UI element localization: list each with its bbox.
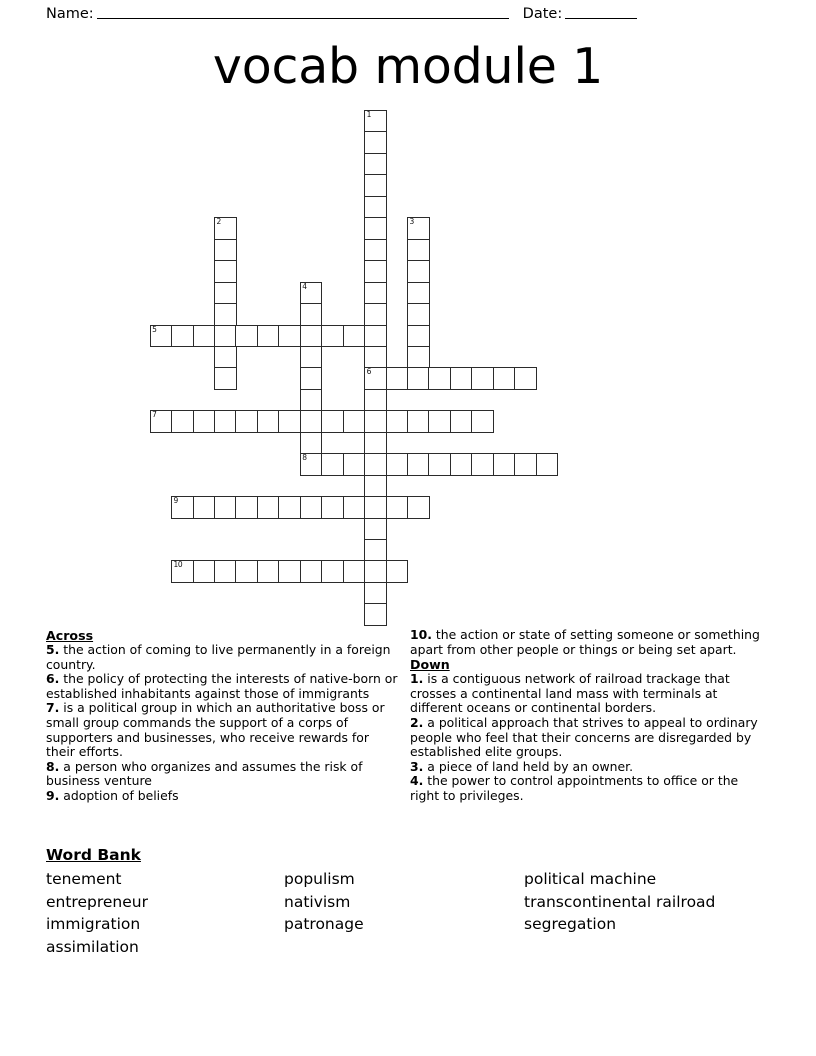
crossword-cell[interactable] [278, 496, 301, 519]
word-bank-word: segregation [524, 915, 617, 933]
crossword-cell[interactable] [171, 325, 194, 348]
clue-text: a piece of land held by an owner. [423, 758, 634, 774]
across-heading: Across [46, 628, 94, 643]
crossword-cell[interactable] [257, 325, 280, 348]
crossword-cell[interactable] [364, 174, 387, 197]
crossword-cell[interactable] [278, 560, 301, 583]
crossword-cell[interactable] [300, 367, 323, 390]
crossword-cell[interactable] [343, 560, 366, 583]
crossword-cell-number: 2 [216, 217, 221, 227]
crossword-cell[interactable] [386, 367, 409, 390]
crossword-cell[interactable] [407, 303, 430, 326]
crossword-cell[interactable] [300, 282, 323, 305]
crossword-cell[interactable] [193, 325, 216, 348]
clue-number: 5. [46, 642, 60, 657]
name-label: Name: [46, 6, 94, 22]
clue-number: 8. [46, 758, 60, 774]
crossword-cell[interactable] [257, 410, 280, 433]
crossword-cell[interactable] [450, 367, 473, 390]
crossword-cell-number: 8 [302, 453, 307, 463]
word-bank-word: patronage [284, 915, 364, 933]
crossword-cell-number: 6 [366, 367, 371, 377]
clue-text: is a contiguous network of railroad trackage that crosses a continental land mass with terminals at different oceans or continental borders. [410, 671, 730, 716]
crossword-cell-number: 7 [152, 410, 157, 420]
crossword-cell[interactable] [343, 453, 366, 476]
crossword-cell[interactable] [364, 539, 387, 562]
crossword-cell[interactable] [364, 325, 387, 348]
clue-text: the power to control appointments to office or the right to privileges. [410, 773, 739, 803]
clue-across-5 [46, 643, 398, 672]
date-label: Date: [522, 6, 563, 22]
crossword-cell[interactable] [214, 325, 237, 348]
crossword-cell[interactable] [150, 410, 173, 433]
page-title: vocab module 1 [212, 38, 604, 95]
crossword-cell[interactable] [407, 282, 430, 305]
crossword-cell[interactable] [471, 410, 494, 433]
crossword-cell[interactable] [471, 367, 494, 390]
word-bank-word: political machine [524, 870, 657, 888]
crossword-cell[interactable] [536, 453, 559, 476]
crossword-cell[interactable] [364, 453, 387, 476]
crossword-cell[interactable] [407, 325, 430, 348]
clue-text: adoption of beliefs [59, 787, 179, 803]
crossword-cell[interactable] [514, 367, 537, 390]
clue-number: 3. [410, 758, 424, 774]
crossword-cell[interactable] [214, 260, 237, 283]
crossword-cell[interactable] [364, 282, 387, 305]
crossword-cell[interactable] [407, 367, 430, 390]
crossword-cell[interactable] [300, 410, 323, 433]
clue-text: the action or state of setting someone or something apart from other people or things or being set apart. [410, 627, 760, 657]
crossword-cell[interactable] [450, 453, 473, 476]
crossword-cell[interactable] [364, 303, 387, 326]
word-bank-word: nativism [284, 892, 351, 911]
crossword-cell[interactable] [214, 303, 237, 326]
crossword-cell-number: 1 [366, 110, 371, 119]
crossword-cell[interactable] [214, 410, 237, 433]
crossword-cell[interactable] [235, 496, 258, 519]
crossword-cell[interactable] [150, 325, 173, 348]
crossword-cell[interactable] [214, 496, 237, 519]
crossword-cell[interactable] [514, 453, 537, 476]
crossword-cell[interactable] [257, 496, 280, 519]
clue-text: is a political group in which an authoritative boss or small group commands the support of a corps of supporters and businesses, who receive rewards for their efforts. [46, 700, 385, 760]
crossword-cell[interactable] [364, 260, 387, 283]
clue-down-3 [410, 760, 762, 775]
crossword-cell[interactable] [321, 560, 344, 583]
crossword-cell[interactable] [471, 453, 494, 476]
crossword-cell[interactable] [428, 453, 451, 476]
clue-across-10 [410, 628, 762, 657]
crossword-cell[interactable] [364, 582, 387, 605]
clues-column-left [46, 628, 398, 804]
clue-number: 10. [410, 627, 432, 642]
crossword-cell[interactable] [364, 603, 387, 626]
word-bank-word: tenement [46, 870, 122, 888]
crossword-cell[interactable] [300, 346, 323, 369]
crossword-cell[interactable] [386, 496, 409, 519]
crossword-cell[interactable] [171, 410, 194, 433]
crossword-cell[interactable] [364, 475, 387, 498]
crossword-cell[interactable] [364, 560, 387, 583]
crossword-cell[interactable] [364, 367, 387, 390]
crossword-cell[interactable] [171, 496, 194, 519]
clue-number: 7. [46, 700, 60, 716]
crossword-cell[interactable] [364, 389, 387, 412]
crossword-cell[interactable] [214, 367, 237, 390]
clue-down-4 [410, 774, 762, 803]
crossword-cell[interactable] [364, 239, 387, 262]
clue-number: 9. [46, 787, 60, 803]
crossword-cell[interactable] [364, 518, 387, 541]
crossword-cell[interactable] [214, 346, 237, 369]
crossword-cell-number: 5 [152, 324, 157, 334]
crossword-cell[interactable] [386, 453, 409, 476]
crossword-cell[interactable] [407, 496, 430, 519]
word-bank [46, 845, 786, 958]
crossword-cell[interactable] [214, 239, 237, 262]
crossword-cell[interactable] [214, 282, 237, 305]
crossword-cell[interactable] [364, 346, 387, 369]
crossword-cell[interactable] [278, 325, 301, 348]
crossword-cell[interactable] [364, 110, 387, 133]
crossword-cell[interactable] [364, 217, 387, 240]
crossword-cell[interactable] [428, 367, 451, 390]
crossword-cell[interactable] [407, 346, 430, 369]
crossword-cell[interactable] [300, 560, 323, 583]
word-bank-word: immigration [46, 915, 141, 933]
crossword-cell[interactable] [235, 560, 258, 583]
crossword-cell[interactable] [321, 325, 344, 348]
clue-across-6 [46, 672, 398, 701]
clues-section [0, 628, 816, 838]
crossword-cell[interactable] [300, 432, 323, 455]
word-bank-column [524, 868, 784, 958]
crossword-cell-number: 9 [173, 496, 178, 506]
crossword-cell[interactable] [300, 496, 323, 519]
crossword-cell[interactable] [386, 560, 409, 583]
crossword-cell[interactable] [343, 410, 366, 433]
crossword-cell[interactable] [450, 410, 473, 433]
crossword-cell[interactable] [364, 196, 387, 219]
clue-text: a person who organizes and assumes the risk of business venture [46, 758, 363, 789]
word-bank-word: assimilation [46, 937, 139, 956]
clue-across-7 [46, 701, 398, 759]
crossword-cell[interactable] [493, 367, 516, 390]
word-bank-column [284, 868, 524, 958]
word-bank-word: populism [284, 870, 355, 888]
clue-text: the action of coming to live permanently in a foreign country. [46, 642, 391, 672]
word-bank-title: Word Bank [46, 846, 141, 864]
crossword-cell[interactable] [364, 410, 387, 433]
crossword-cell[interactable] [193, 496, 216, 519]
crossword-cell[interactable] [343, 325, 366, 348]
crossword-cell[interactable] [407, 239, 430, 262]
crossword-cell[interactable] [193, 410, 216, 433]
clue-number: 1. [410, 671, 424, 687]
crossword-cell[interactable] [321, 410, 344, 433]
crossword-cell[interactable] [386, 410, 409, 433]
crossword-cell[interactable] [300, 325, 323, 348]
word-bank-column [46, 868, 284, 958]
crossword-cell[interactable] [428, 410, 451, 433]
clue-number: 2. [410, 714, 424, 730]
clue-down-2 [410, 716, 762, 760]
clue-number: 6. [46, 671, 60, 687]
clue-across-9 [46, 789, 398, 804]
crossword-cell[interactable] [364, 496, 387, 519]
crossword-cell[interactable] [278, 410, 301, 433]
crossword-cell[interactable] [364, 153, 387, 176]
crossword-cell[interactable] [171, 560, 194, 583]
clue-across-8 [46, 760, 398, 789]
crossword-cell[interactable] [407, 260, 430, 283]
word-bank-word: transcontinental railroad [524, 892, 716, 911]
crossword-cell[interactable] [343, 496, 366, 519]
crossword-cell[interactable] [300, 453, 323, 476]
crossword-cell[interactable] [364, 432, 387, 455]
crossword-cell-number: 10 [173, 560, 183, 570]
crossword-cell[interactable] [321, 453, 344, 476]
clue-number: 4. [410, 773, 424, 789]
crossword-cell[interactable] [235, 410, 258, 433]
down-heading: Down [410, 657, 450, 673]
crossword-cell[interactable] [214, 217, 237, 240]
crossword-cell[interactable] [257, 560, 280, 583]
crossword-cell-number: 3 [409, 217, 414, 227]
crossword-cell[interactable] [407, 410, 430, 433]
crossword-cell[interactable] [321, 496, 344, 519]
clues-column-right [410, 628, 762, 804]
crossword-cell[interactable] [235, 325, 258, 348]
clue-down-1 [410, 672, 762, 716]
word-bank-columns [46, 868, 786, 958]
clue-text: a political approach that strives to appeal to ordinary people who feel that their concerns are disregarded by established elite groups. [410, 714, 758, 760]
crossword-cell[interactable] [407, 453, 430, 476]
crossword-cell[interactable] [300, 303, 323, 326]
crossword-cell-number: 4 [302, 281, 307, 291]
clue-text: the policy of protecting the interests of native-born or established inhabitants against those of immigrants [46, 671, 398, 701]
crossword-cell[interactable] [364, 131, 387, 154]
crossword-cell[interactable] [493, 453, 516, 476]
crossword-cell[interactable] [193, 560, 216, 583]
crossword-cell[interactable] [300, 389, 323, 412]
crossword-cell[interactable] [214, 560, 237, 583]
word-bank-word: entrepreneur [46, 892, 148, 911]
crossword-cell[interactable] [407, 217, 430, 240]
